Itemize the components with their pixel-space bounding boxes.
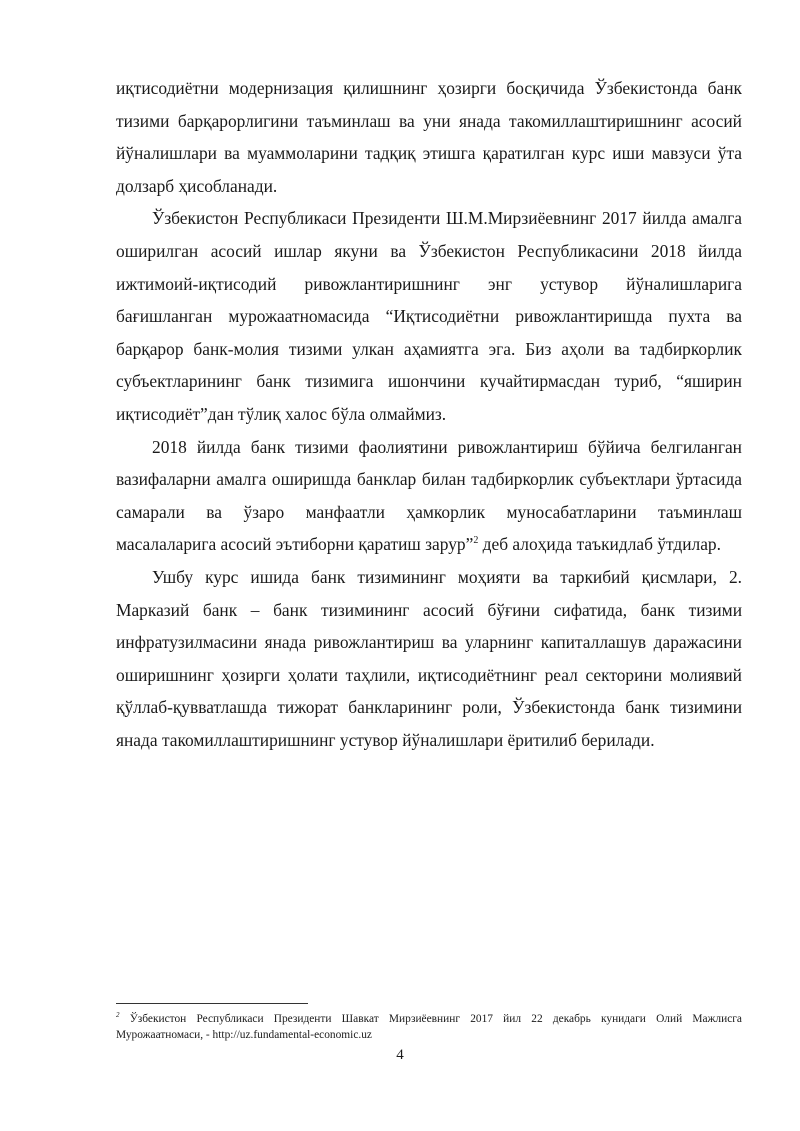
footnote-marker: 2 xyxy=(116,1011,120,1020)
paragraph-1: иқтисодиётни модернизация қилишнинг ҳозирги босқичида Ўзбекистонда банк тизими барқарорлигини таъминлаш ва уни янада такомиллаштиришнинг асосий йўналишлари ва муаммоларини тадқиқ этишга қаратилган курс иши мавзуси ўта долзарб ҳисобланади. xyxy=(116,78,742,196)
footnote-separator xyxy=(116,1003,308,1004)
body-text xyxy=(116,72,742,756)
page-number: 4 xyxy=(396,1047,404,1063)
paragraph-3-tail: деб алоҳида таъкидлаб ўтдилар. xyxy=(478,534,721,555)
paragraph-3-text: 2018 йилда банк тизими фаолиятини ривожлантириш бўйича белгиланган вазифаларни амалга оширишда банклар билан тадбиркорлик субъектлари ўртасида самарали ва ўзаро манфаатли ҳамкорлик муносабатларини таъминлаш масалаларига асосий эътиборни қаратиш зарур” xyxy=(116,436,742,555)
footnote-text: Ўзбекистон Республикаси Президенти Шавкат Мирзиёевнинг 2017 йил 22 декабрь кунидаги Олий Мажлисга Мурожаатномаси, - http://uz.fundamental-economic.uz xyxy=(116,1013,742,1041)
footnote xyxy=(116,1011,742,1043)
paragraph-4: Ушбу курс ишида банк тизимининг моҳияти ва таркибий қисмлари, 2. Марказий банк – банк тизимининг асосий бўғини сифатида, банк тизими инфратузилмасини янада ривожлантириш ва уларнинг капиталлашув даражасини оширишнинг ҳозирги ҳолати таҳлили, иқтисодиётнинг реал секторини молиявий қўллаб-қувватлашда тижорат банкларининг роли, Ўзбекистонда банк тизимини янада такомиллаштиришнинг устувор йўналишлари ёритилиб берилади. xyxy=(116,566,742,750)
paragraph-3 xyxy=(116,431,742,561)
paragraph-2: Ўзбекистон Республикаси Президенти Ш.М.Мирзиёевнинг 2017 йилда амалга оширилган асосий ишлар якуни ва Ўзбекистон Республикасини 2018 йилда ижтимоий-иқтисодий ривожлантиришнинг энг устувор йўналишларига бағишланган мурожаатномасида “Иқтисодиётни ривожлантиришда пухта ва барқарор банк-молия тизими улкан аҳамиятга эга. Биз аҳоли ва тадбиркорлик субъектларининг банк тизимига ишончини кучайтирмасдан туриб, “яширин иқтисодиёт”дан тўлиқ халос бўла олмаймиз. xyxy=(116,208,742,424)
footnote-reference[interactable]: 2 xyxy=(473,535,479,547)
